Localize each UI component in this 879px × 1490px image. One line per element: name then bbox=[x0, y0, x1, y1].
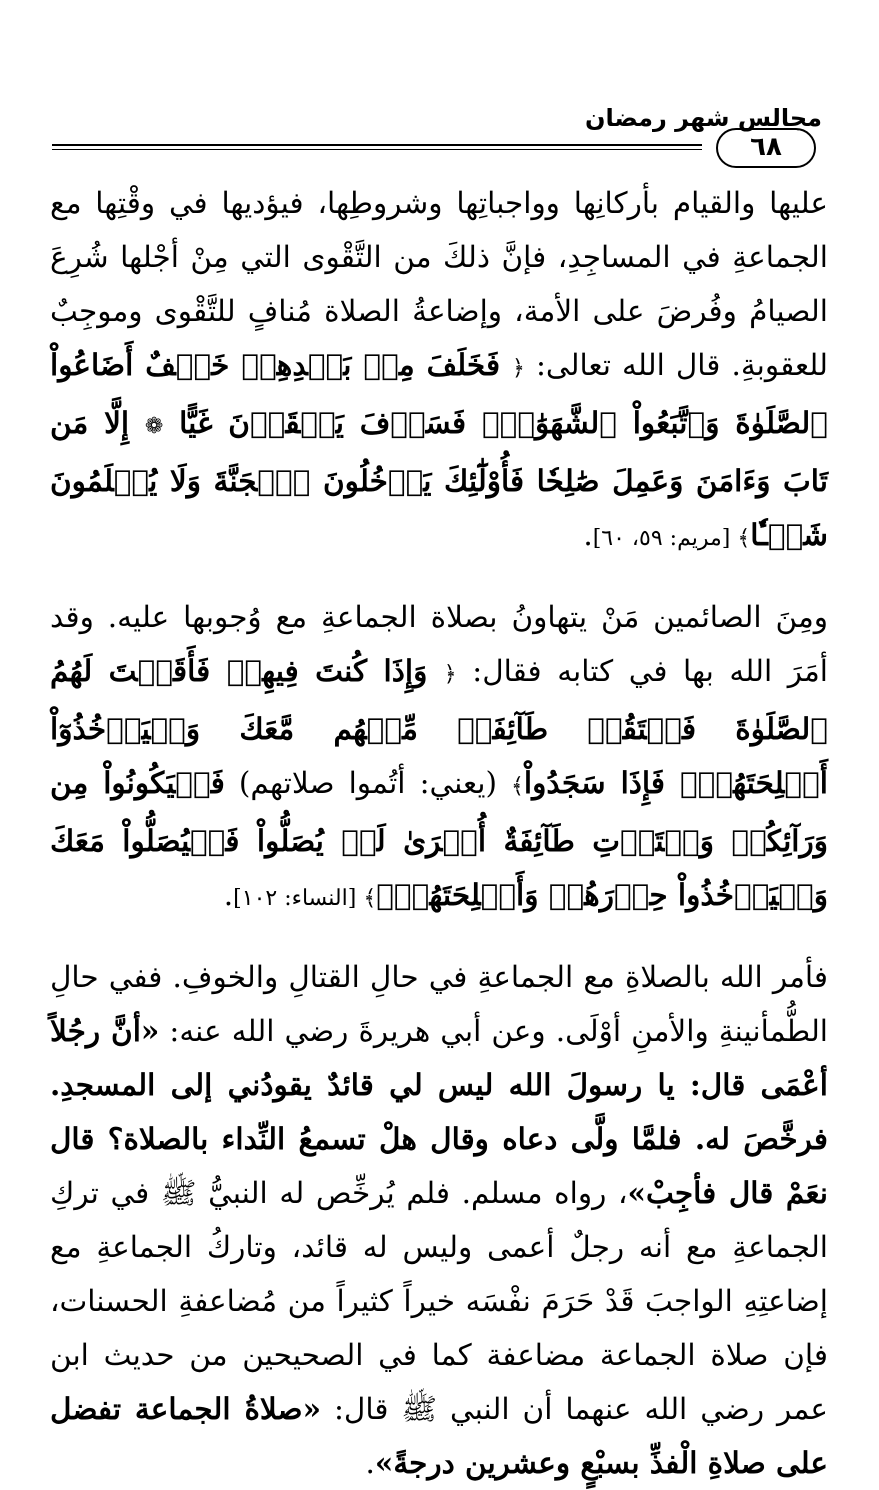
body-text: فأمر الله بالصلاةِ مع الجماعةِ في حالِ القتالِ والخوفِ. ففي حالِ الطُّمأنينةِ والأمنِ أوْلَى. وعن أبي هريرةَ رضي الله عنه: bbox=[50, 960, 829, 1048]
book-title: مجالس شهر رمضان bbox=[584, 104, 822, 132]
quran-verse: فَخَلَفَ مِنۢ بَعۡدِهِمۡ خَلۡفٌ أَضَاعُواْ ٱلصَّلَوٰةَ وَٱتَّبَعُواْ ٱلشَّهَوَٰتِۖ فَسَوۡفَ يَلۡقَوۡنَ غَيًّا bbox=[50, 347, 828, 440]
paragraph-1 bbox=[50, 176, 828, 566]
paragraph-2 bbox=[50, 590, 828, 926]
header-rule-thin bbox=[52, 149, 702, 150]
page-number: ٦٨ bbox=[716, 128, 816, 168]
verse-reference: [النساء: ١٠٢] bbox=[233, 886, 364, 911]
body-text: عليها والقيام بأركانِها وواجباتِها وشروطِها، فيؤديها في وقْتِها مع الجماعةِ في المساجِدِ، فإنَّ ذلكَ من التَّقْوى التي مِنْ أجْلها شُرِعَ الصيامُ وفُرضَ على الأمة، وإضاعةُ الصلاة مُنافٍ للتَّقْوى وموجِبٌ للعقوبةِ. قال الله تعالى: bbox=[50, 186, 828, 382]
body-text: . bbox=[583, 518, 593, 552]
header-rule bbox=[52, 144, 702, 146]
page-header bbox=[52, 100, 822, 160]
quran-close-bracket: ﴾ bbox=[363, 886, 377, 911]
body-text: ومِنَ الصائمين مَنْ يتهاونُ بصلاة الجماعةِ مع وُجوبها عليه. وقد أمَرَ الله بها في كتابه فقال: bbox=[50, 600, 828, 688]
quran-close-bracket: ﴾ bbox=[737, 526, 751, 551]
quran-open-bracket: ﴿ bbox=[512, 356, 525, 381]
quran-verse: فَلۡيَكُونُواْ مِن وَرَآئِكُمۡ وَلۡتَأۡتِ طَآئِفَةٌ أُخۡرَىٰ لَمۡ يُصَلُّواْ فَلۡيُصَلُّواْ مَعَكَ وَلۡيَأۡخُذُواْ حِذۡرَهُمۡ وَأَسۡلِحَتَهُمۡۗ bbox=[50, 765, 828, 912]
body-text: . bbox=[365, 1446, 375, 1480]
paragraph-3 bbox=[50, 950, 828, 1490]
body-text: (يعني: أتُموا صلاتهم) bbox=[224, 766, 512, 800]
quran-close-bracket: ﴾ bbox=[511, 774, 524, 799]
quran-verse: وَإِذَا كُنتَ فِيهِمۡ فَأَقَمۡتَ لَهُمُ ٱلصَّلَوٰةَ فَلۡتَقُمۡ طَآئِفَةٞ مِّنۡهُم مَّعَكَ وَلۡيَأۡخُذُوٓاْ أَسۡلِحَتَهُمۡۖ فَإِذَا سَجَدُواْ bbox=[50, 653, 828, 800]
body-text: ، رواه مسلم. فلم يُرخِّص له النبيُّ ﷺ في تركِ الجماعةِ مع أنه رجلٌ أعمى وليس له قائد، وتاركُ الجماعةِ مع إضاعتِهِ الواجبَ قَدْ حَرَمَ نفْسَه خيراً كثيراً من مُضاعفةِ الحسنات، فإن صلاة الجماعة مضاعفة كما في الصحيحين من حديث ابن عمر رضي الله عنهما أن النبي ﷺ قال: bbox=[50, 1176, 828, 1426]
page-body bbox=[50, 176, 828, 1490]
verse-reference: [مريم: ٥٩، ٦٠] bbox=[592, 526, 738, 551]
quran-open-bracket: ﴿ bbox=[443, 662, 457, 687]
quran-verse: إِلَّا مَن تَابَ وَءَامَنَ وَعَمِلَ صَٰلِحٗا فَأُوْلَٰٓئِكَ يَدۡخُلُونَ ٱلۡجَنَّةَ وَلَا يُظۡلَمُونَ شَيۡـٔٗا bbox=[50, 405, 828, 552]
hadith-quote: «أنَّ رجُلاً أعْمَى قال: يا رسولَ الله ليس لي قائدٌ يقودُني إلى المسجدِ. فرخَّصَ له. فلمَّا ولَّى دعاه وقال هلْ تسمعُ النِّداء بالصلاة؟ قال نعَمْ قال فأجِبْ» bbox=[50, 1013, 829, 1210]
body-text: . bbox=[223, 878, 234, 912]
hadith-quote: «صلاةُ الجماعة تفضل على صلاةِ الْفذِّ بسبْعٍ وعشرين درجةً» bbox=[50, 1391, 828, 1480]
verse-separator-icon: ❁ bbox=[144, 414, 164, 439]
